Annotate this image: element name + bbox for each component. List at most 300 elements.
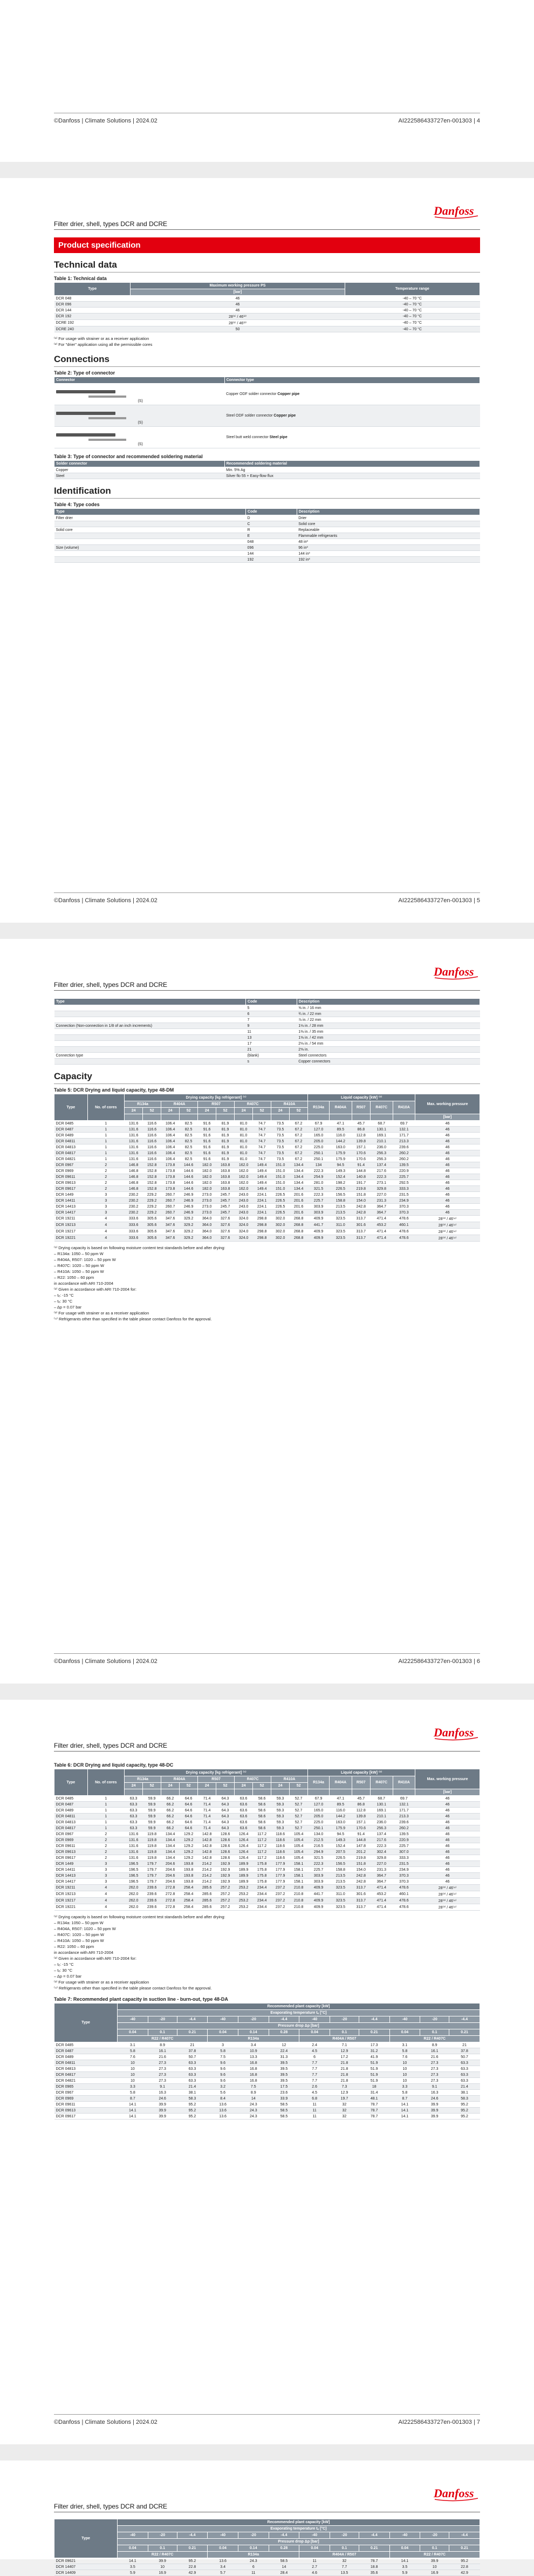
table-row: [54, 1819, 480, 1825]
col-evap-value: -20: [238, 2016, 269, 2023]
table-cell: 162.0: [235, 1174, 253, 1180]
table-cell: 210.1: [370, 1814, 393, 1819]
table-cell: 231.3: [370, 1867, 393, 1873]
table-cell: 163.8: [216, 1174, 235, 1180]
table-cell: 117.2: [253, 1831, 271, 1837]
table-cell: 74.7: [253, 1144, 271, 1150]
table-cell: 14.1: [118, 2102, 148, 2108]
table-cell: 048: [246, 539, 297, 545]
table-cell: 81.9: [216, 1144, 235, 1150]
table-cell: 134.4: [290, 1174, 308, 1180]
table-cell: 305.6: [143, 1235, 161, 1242]
table-cell: 21.4: [177, 2084, 208, 2090]
col-refrigerant: R507: [198, 1776, 235, 1783]
note-line: – R410A: 1050 – 50 ppm W: [54, 1938, 104, 1943]
table-cell: 46: [415, 1855, 480, 1861]
table-cell: 213.5: [330, 1879, 352, 1885]
table-cell: 3.5: [118, 2564, 148, 2570]
table-cell: 441.7: [308, 1891, 330, 1898]
table-cell: 245.7: [216, 1192, 235, 1198]
table-cell: 1: [87, 1796, 125, 1802]
table-cell: 13.3: [238, 2054, 269, 2060]
table-cell: 268.8: [290, 1235, 308, 1242]
table-cell: 39.9: [148, 2558, 177, 2564]
table-cell: 46: [415, 1186, 480, 1192]
table-cell: 1⅛ in. / 28 mm: [297, 1023, 480, 1029]
col-spacer: [216, 1789, 235, 1796]
table-cell: 272.8: [161, 1898, 180, 1904]
table-cell: 17.3: [359, 2042, 389, 2048]
col-spacer: [161, 1114, 180, 1121]
table-cell: 230.2: [125, 1204, 143, 1210]
table-cell: 131.6: [125, 1855, 143, 1861]
table-cell: 311.0: [330, 1222, 352, 1229]
table-cell: 237.2: [271, 1891, 290, 1898]
table-cell: 478.6: [393, 1229, 415, 1235]
col-liquid-refrigerant: R134a: [308, 1101, 330, 1114]
table-cell: 193.8: [180, 1879, 198, 1885]
col-evap-value: -20: [420, 2016, 449, 2023]
table-cell: 11: [299, 2108, 330, 2114]
table-cell: 24.3: [238, 2558, 269, 2564]
table-cell: 329.8: [370, 1855, 393, 1861]
type-codes-table: [54, 508, 480, 563]
table-cell: 257.2: [216, 1898, 235, 1904]
table-cell: 66.2: [161, 1819, 180, 1825]
connector-illustration: [54, 384, 225, 405]
col-spacer: [308, 1114, 330, 1121]
col-evap-value: -4.4: [269, 2532, 299, 2539]
table-cell: 242.8: [352, 1210, 370, 1216]
table-cell: 201.6: [290, 1204, 308, 1210]
table-cell: 149.4: [253, 1168, 271, 1174]
table-cell: 149.4: [253, 1174, 271, 1180]
table-cell: 333.6: [125, 1216, 143, 1222]
table-cell: 66.2: [161, 1802, 180, 1808]
col-pressure-drop: Pressure drop Δp [bar]: [118, 2539, 480, 2545]
table-cell: 262.0: [125, 1904, 143, 1911]
table-cell: 222.3: [370, 1174, 393, 1180]
table-cell: DCR 19213: [54, 1891, 88, 1898]
table-6-notes: [54, 1914, 480, 1991]
table-cell: 126.4: [235, 1831, 253, 1837]
table-cell: 7.6: [118, 2054, 148, 2060]
col-evap-value: -4.4: [359, 2016, 389, 2023]
table-cell: 142.8: [198, 1843, 216, 1849]
table-cell: 298.8: [253, 1222, 271, 1229]
table-cell: 096: [246, 545, 297, 551]
table-cell: D: [246, 515, 297, 521]
table-cell: 21.8: [330, 2072, 359, 2078]
table-cell: 63.3: [449, 2078, 480, 2084]
table-cell: DCR 0489: [54, 1133, 88, 1139]
table-cell: 118.6: [271, 1831, 290, 1837]
table-cell: 1: [87, 1819, 125, 1825]
table-cell: 39.9: [420, 2102, 449, 2108]
connector-type-table: [54, 377, 480, 448]
table-cell: 2: [87, 1837, 125, 1843]
table-cell: 106.4: [161, 1139, 180, 1144]
table-cell: 192.9: [216, 1879, 235, 1885]
table-cell: 152.4: [330, 1843, 352, 1849]
table-cell: 1: [87, 1814, 125, 1819]
table-cell: 302.0: [271, 1229, 290, 1235]
table-cell: 324.0: [235, 1229, 253, 1235]
table-cell: 63.6: [235, 1819, 253, 1825]
table-cell: 189.9: [235, 1873, 253, 1879]
table-row: [54, 527, 480, 533]
table-cell: 364.7: [370, 1210, 393, 1216]
header-row: [54, 2003, 480, 2010]
table-cell: 8.9: [238, 2090, 269, 2096]
table-cell: 131.6: [125, 1849, 143, 1855]
table-cell: 38.1: [177, 2090, 208, 2096]
table-cell: DCR 04817: [54, 1150, 88, 1156]
col-pdrop-value: 0.28: [269, 2029, 299, 2036]
table-cell: 272.8: [161, 1904, 180, 1911]
table-row: [54, 1041, 480, 1047]
note-line: – R407C: 1020 – 50 ppm W: [54, 1263, 104, 1268]
table-cell: 329.8: [370, 1186, 393, 1192]
table-cell: 347.6: [161, 1229, 180, 1235]
col-pdrop-value: 0.04: [118, 2545, 148, 2552]
col-liquid-refrigerant: R410A: [393, 1101, 415, 1114]
table-cell: 13.5: [330, 2570, 359, 2576]
col-spacer: [143, 1114, 161, 1121]
table-cell: 22.8: [177, 2564, 208, 2570]
table-cell: 116.6: [143, 1150, 161, 1156]
table-cell: 175.9: [330, 1156, 352, 1162]
table-cell: 10: [118, 2078, 148, 2084]
table-cell: 118.6: [271, 1843, 290, 1849]
table-cell: 13.6: [208, 2114, 238, 2120]
pipe-fitting-shape: [88, 396, 126, 398]
table-cell: 16.9: [420, 2570, 449, 2576]
table-cell: 171.7: [393, 1808, 415, 1814]
table-cell: 147.8: [352, 1843, 370, 1849]
col-refrigerant: R507: [198, 1101, 235, 1108]
table-cell: 243.0: [235, 1204, 253, 1210]
table-cell: 134.4: [161, 1849, 180, 1855]
table-cell: 144.2: [330, 1139, 352, 1144]
col-spacer: [180, 1789, 198, 1796]
table-cell: DCR 1449: [54, 1192, 88, 1198]
table-cell: 151.0: [271, 1162, 290, 1168]
table-cell: 329.2: [180, 1216, 198, 1222]
table-cell: 177.9: [271, 1861, 290, 1867]
col-temp: 52: [180, 1108, 198, 1114]
table-cell: 3.5: [389, 2564, 420, 2570]
note-line: – R22: 1050 – 60 ppm: [54, 1275, 94, 1280]
table-cell: 142.8: [198, 1831, 216, 1837]
table-cell: 106.4: [161, 1156, 180, 1162]
connector-type-text: Steel butt weld connector: [226, 435, 270, 439]
connector-suffix: (S): [136, 420, 143, 425]
col-temp: 24: [161, 1783, 180, 1789]
table-cell: 32: [330, 2108, 359, 2114]
table-cell: Flammable refrigerants: [297, 533, 480, 539]
table-cell: 260.7: [161, 1204, 180, 1210]
table-cell: DCR 09611: [54, 2102, 118, 2108]
table-cell: 285.6: [198, 1898, 216, 1904]
table-cell: 67.2: [290, 1150, 308, 1156]
table-cell: 192.9: [216, 1861, 235, 1867]
table-cell: 28⁽³⁾ / 46⁽⁴⁾: [415, 1229, 480, 1235]
table-cell: DCR 09613: [54, 2108, 118, 2114]
table-cell: 132.1: [393, 1127, 415, 1133]
col-refrigerant: R410A: [271, 1776, 308, 1783]
col-spacer: [216, 1114, 235, 1121]
col-pdrop-value: 0.28: [269, 2545, 299, 2552]
header-title: Filter drier, shell, types DCR and DCRE: [54, 2503, 168, 2510]
table-cell: 66.2: [161, 1814, 180, 1819]
table-cell: 46: [415, 1808, 480, 1814]
table-cell: 64.3: [216, 1808, 235, 1814]
table-cell: 46: [131, 296, 345, 302]
table-cell: 39.5: [269, 2072, 299, 2078]
table-cell: 64.3: [216, 1802, 235, 1808]
danfoss-logo: [432, 1721, 480, 1743]
table-cell: 116.6: [143, 1139, 161, 1144]
table-cell: 224.1: [253, 1210, 271, 1216]
page-4-tail: [0, 0, 534, 162]
table-cell: DCR 0487: [54, 1127, 88, 1133]
table-cell: 146.8: [125, 1174, 143, 1180]
col-type: Type: [54, 2003, 118, 2042]
table-cell: 257.2: [216, 1904, 235, 1911]
table-row: [54, 1121, 480, 1127]
table-cell: 128.6: [216, 1855, 235, 1861]
col-liquid-refrigerant: R404A: [330, 1101, 352, 1114]
table-cell: 189.9: [235, 1861, 253, 1867]
table-cell: 14.1: [118, 2114, 148, 2120]
table-cell: 258.4: [180, 1904, 198, 1911]
table-cell: 7.7: [299, 2072, 330, 2078]
col-temp: 24: [125, 1783, 143, 1789]
table-cell: 134.4: [290, 1186, 308, 1192]
table-cell: ¾ in. / 22 mm: [297, 1011, 480, 1017]
table-cell: 74.7: [253, 1150, 271, 1156]
table-cell: 67.2: [290, 1127, 308, 1133]
table-cell: 82.5: [180, 1121, 198, 1127]
table-cell: 273.0: [198, 1204, 216, 1210]
table-cell: DCR 04821: [54, 2078, 118, 2084]
table-cell: 144.6: [180, 1174, 198, 1180]
table-cell: 234.4: [253, 1904, 271, 1911]
col-connector-type: Connector type: [224, 377, 480, 384]
table-cell: 246.9: [180, 1198, 198, 1204]
table-cell: 18: [359, 2084, 389, 2090]
table-row: [54, 533, 480, 539]
col-spacer: [352, 1114, 370, 1121]
table-cell: 226.5: [271, 1204, 290, 1210]
table-cell: 163.0: [330, 1144, 352, 1150]
col-spacer: [235, 1789, 253, 1796]
table-row: [54, 1796, 480, 1802]
table-cell: 230.2: [125, 1198, 143, 1204]
header-row: [54, 2519, 480, 2526]
table-row: [54, 1843, 480, 1849]
table-cell: -40 – 70 °C: [345, 302, 480, 308]
table-cell: DCR 0485: [54, 2042, 118, 2048]
col-evap-value: -4.4: [449, 2016, 480, 2023]
table-row: [54, 1825, 480, 1831]
col-refrigerant: R404A / R507: [299, 2552, 389, 2558]
table-cell: 118.6: [271, 1849, 290, 1855]
table-row: [54, 2060, 480, 2066]
table-cell: 130.1: [370, 1127, 393, 1133]
table-cell: 471.4: [370, 1235, 393, 1242]
table-cell: 182.0: [198, 1168, 216, 1174]
col-pdrop-value: 0.21: [449, 2545, 480, 2552]
table-cell: 131.6: [125, 1127, 143, 1133]
table-cell: 46: [415, 1127, 480, 1133]
table-cell: 347.6: [161, 1235, 180, 1242]
table-row: [54, 384, 480, 405]
table-cell: 81.9: [216, 1150, 235, 1156]
table-cell: 134: [308, 1162, 330, 1168]
table-cell: 144.6: [180, 1162, 198, 1168]
table-cell: [54, 551, 246, 557]
col-spacer: [180, 1114, 198, 1121]
table-cell: 4: [87, 1904, 125, 1911]
table-cell: 142.8: [198, 1855, 216, 1861]
col-pdrop-value: 0.1: [330, 2029, 359, 2036]
table-cell: 95.2: [449, 2102, 480, 2108]
table-cell: 16.1: [148, 2048, 177, 2054]
column-header: Type: [54, 999, 246, 1005]
table-cell: DCRE 240: [54, 326, 131, 332]
table-cell: 2: [87, 1849, 125, 1855]
table-cell: 63.3: [125, 1796, 143, 1802]
col-liquid-refrigerant: R507: [352, 1776, 370, 1789]
col-evap-value: -4.4: [449, 2532, 480, 2539]
solder-material-table: [54, 460, 480, 479]
col-spacer: [271, 1789, 290, 1796]
table-row: [54, 2102, 480, 2108]
table-cell: 31.3: [269, 2054, 299, 2060]
table-cell: 217.6: [370, 1168, 393, 1174]
page-footer: [54, 1653, 480, 1665]
table-cell: 64.3: [216, 1814, 235, 1819]
table-cell: 149.4: [253, 1186, 271, 1192]
table-cell: 327.6: [216, 1235, 235, 1242]
table-cell: 71.4: [198, 1796, 216, 1802]
table-cell: 105.4: [290, 1849, 308, 1855]
page-7-content: [54, 1759, 480, 2120]
table-cell: 59.3: [271, 1814, 290, 1819]
table-cell: 1: [87, 1121, 125, 1127]
capacity-table-48dc: [54, 1769, 480, 1911]
table-cell: 131.6: [125, 1144, 143, 1150]
table-cell: 256.3: [370, 1825, 393, 1831]
col-refrigerant: R22 / R407C: [118, 2036, 208, 2042]
table-cell: 2: [87, 1168, 125, 1174]
table-cell: 229.2: [143, 1204, 161, 1210]
header-row: [54, 2539, 480, 2545]
table-cell: 253.2: [235, 1898, 253, 1904]
table-cell: 16.1: [420, 2048, 449, 2054]
identification-heading: Identification: [54, 486, 480, 499]
table-cell: 324.0: [235, 1216, 253, 1222]
table-cell: [54, 1035, 246, 1041]
table-cell: 292.5: [393, 1180, 415, 1186]
column-header: Code: [246, 999, 297, 1005]
table-cell: 239.6: [143, 1898, 161, 1904]
table-cell: 46: [415, 1156, 480, 1162]
table-cell: 182.0: [198, 1180, 216, 1186]
table-cell: 324.0: [235, 1235, 253, 1242]
table-cell: 129.2: [180, 1843, 198, 1849]
table-cell: 163.8: [216, 1162, 235, 1168]
table-cell: 222.3: [308, 1861, 330, 1867]
table-cell: 246.9: [180, 1192, 198, 1198]
col-refrigerant: R134a: [125, 1101, 161, 1108]
table-cell: 117.2: [253, 1843, 271, 1849]
table-cell: 66.2: [161, 1796, 180, 1802]
table-cell: 117.2: [253, 1837, 271, 1843]
table-cell: 182.0: [198, 1174, 216, 1180]
table-cell: 14.1: [389, 2108, 420, 2114]
table-cell: 213.3: [393, 1139, 415, 1144]
table-cell: DCR 14413: [54, 1873, 88, 1879]
table-row: [54, 2072, 480, 2078]
table-cell: 146.8: [125, 1180, 143, 1186]
table-cell: 8.7: [389, 2096, 420, 2102]
table-cell: 307.0: [393, 1849, 415, 1855]
table-cell: DCR 09611: [54, 1174, 88, 1180]
table-cell: 5.8: [118, 2090, 148, 2096]
table-cell: 3: [87, 1192, 125, 1198]
table-cell: 205.0: [308, 1814, 330, 1819]
table-cell: 116.6: [143, 1156, 161, 1162]
table-cell: 46: [415, 1121, 480, 1127]
table-cell: 82.5: [180, 1150, 198, 1156]
footer-page: AI222586433727en-001303 | 7: [398, 2419, 480, 2425]
header-row: [54, 2545, 480, 2552]
table-cell: -40 – 70 °C: [345, 326, 480, 332]
connector-drawing: [56, 429, 137, 445]
table-cell: 4: [87, 1235, 125, 1242]
table-cell: 471.4: [370, 1216, 393, 1222]
table-cell: 239.6: [143, 1885, 161, 1891]
table-row: [54, 2114, 480, 2120]
note-line: ⁽¹⁾ Drying capacity is based on following moisture content test standards before and after drying:: [54, 1914, 225, 1919]
table-cell: 242.8: [352, 1873, 370, 1879]
table-cell: 347.6: [161, 1222, 180, 1229]
table-cell: DCR 14411: [54, 1867, 88, 1873]
table-cell: DCR 0969: [54, 2096, 118, 2102]
table-cell: 3: [87, 1198, 125, 1204]
table-cell: 119.8: [143, 1849, 161, 1855]
table-cell: 156.5: [330, 1861, 352, 1867]
pipe-fitting-shape: [88, 417, 126, 419]
table-cell: 333.6: [125, 1229, 143, 1235]
table-cell: 47.1: [330, 1796, 352, 1802]
table-cell: 258.4: [180, 1885, 198, 1891]
table-cell: 41.9: [359, 2054, 389, 2060]
table-cell: 273.0: [198, 1210, 216, 1216]
table-cell: 7.7: [299, 2066, 330, 2072]
table-cell: 250.1: [308, 1150, 330, 1156]
table-cell: 119.8: [143, 1855, 161, 1861]
header-title: Filter drier, shell, types DCR and DCRE: [54, 981, 168, 989]
table-cell: DCR 19221: [54, 1235, 88, 1242]
table-cell: 118.6: [271, 1837, 290, 1843]
page-footer: [54, 2414, 480, 2425]
table-cell: 301.6: [352, 1222, 370, 1229]
footer-left: ©Danfoss | Climate Solutions | 2024.02: [54, 118, 158, 124]
